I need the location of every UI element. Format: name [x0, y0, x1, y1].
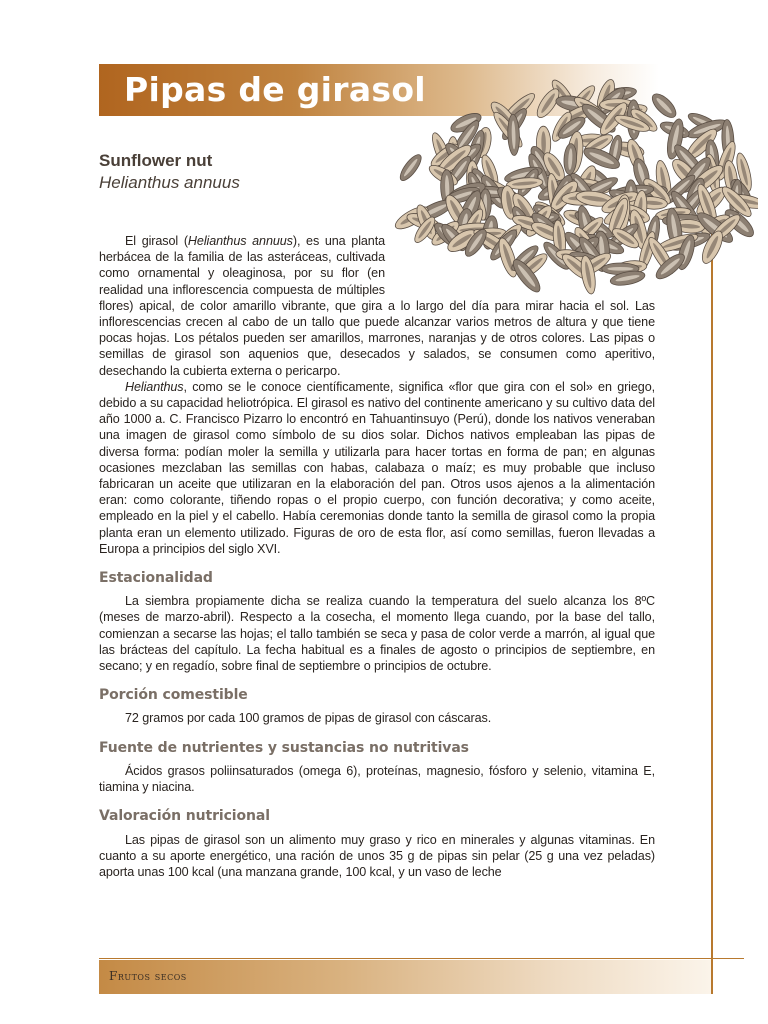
- intro-paragraph-2: Helianthus, como se le conoce científicamente, significa «flor que gira con el sol» en griego, debido a su capacidad heliotrópica. El girasol es nativo del continente americano y su cultivo data del año 1000 a. C. Francisco Pizarro lo encontró en Tahuantinsuyo (Perú), donde los nativos veneraban una imagen de girasol como símbolo de su dios solar. Dichos nativos empleaban las pipas de diversa forma: podían moler la semilla y utilizarla para hacer tortas en forma de pan; en algunas ocasiones mezclaban las semillas con habas, calabaza o maíz; es muy probable que incluso fabricaran un aceite que utilizaran en la elaboración del pan. Otros usos ajenos a la alimentación eran: como colorante, tiñendo ropas o el propio cuerpo, con función decorativa; y como aceite, empleado en la piel y el cabello. Había ceremonias donde tanto la semilla de girasol como la propia planta eran un elemento utilizado. Figuras de oro de esta flor, así como semillas, fueron llevadas a Europa a principios del siglo XVI.: [99, 379, 655, 556]
- footer-rule: [99, 958, 744, 959]
- intro-paragraph-1: El girasol (Helianthus annuus), es una planta herbácea de la familia de las asteráceas, cultivada como ornamental y oleaginosa, por su flor (en realidad una inflorescencia compuesta de múltiples flores) apical, de color amarillo vibrante, que gira a lo largo del día para mirar hacia el sol. Las inflorescencias crecen al cabo de un tallo que puede alcanzar varios metros de altura y que tiene pocas hojas. Los pétalos pueden ser amarillos, marrones, naranjas y de otros colores. Las pipas o semillas de girasol son aquenios que, desecados y salados, se consumen como aperitivo, desechando la cubierta externa o pericarpo.: [99, 234, 655, 378]
- section-text-edible-portion: 72 gramos por cada 100 gramos de pipas de girasol con cáscaras.: [125, 711, 492, 726]
- footer-label: Frutos secos: [109, 969, 187, 983]
- section-heading-nutritional-value: Valoración nutricional: [99, 808, 270, 825]
- section-text-seasonality: La siembra propiamente dicha se realiza cuando la temperatura del suelo alcanza los 8ºC (meses de marzo-abril). Respecto a la cosecha, el momento llega cuando, por la base del tallo, comienzan a secarse las hojas; el tallo también se seca y pasa de color verde a marrón, al igual que las brácteas del capítulo. La fecha habitual es a finales de agosto o principios de septiembre, en secano; y en regadío, sobre final de septiembre o principios de octubre.: [99, 594, 655, 674]
- section-heading-edible-portion: Porción comestible: [99, 687, 248, 704]
- article-body: [99, 233, 655, 880]
- scientific-name: Helianthus annuus: [99, 173, 240, 192]
- vertical-rule: [711, 230, 713, 994]
- section-text-nutrients: Ácidos grasos poliinsaturados (omega 6), proteínas, magnesio, fósforo y selenio, vitamina E, tiamina y niacina.: [99, 763, 655, 795]
- section-heading-nutrients: Fuente de nutrientes y sustancias no nutritivas: [99, 739, 469, 756]
- page-title: Pipas de girasol: [124, 70, 426, 109]
- subtitle-block: [99, 150, 240, 194]
- section-text-nutritional-value: Las pipas de girasol son un alimento muy graso y rico en minerales y algunas vitaminas. En cuanto a su aporte energético, una ración de unos 35 g de pipas sin pelar (25 g una vez peladas) aporta unas 100 kcal (una manzana grande, 100 kcal, y un vaso de leche: [99, 832, 655, 879]
- section-heading-seasonality: Estacionalidad: [99, 570, 213, 587]
- english-name: Sunflower nut: [99, 151, 213, 170]
- footer-bar: [99, 960, 711, 994]
